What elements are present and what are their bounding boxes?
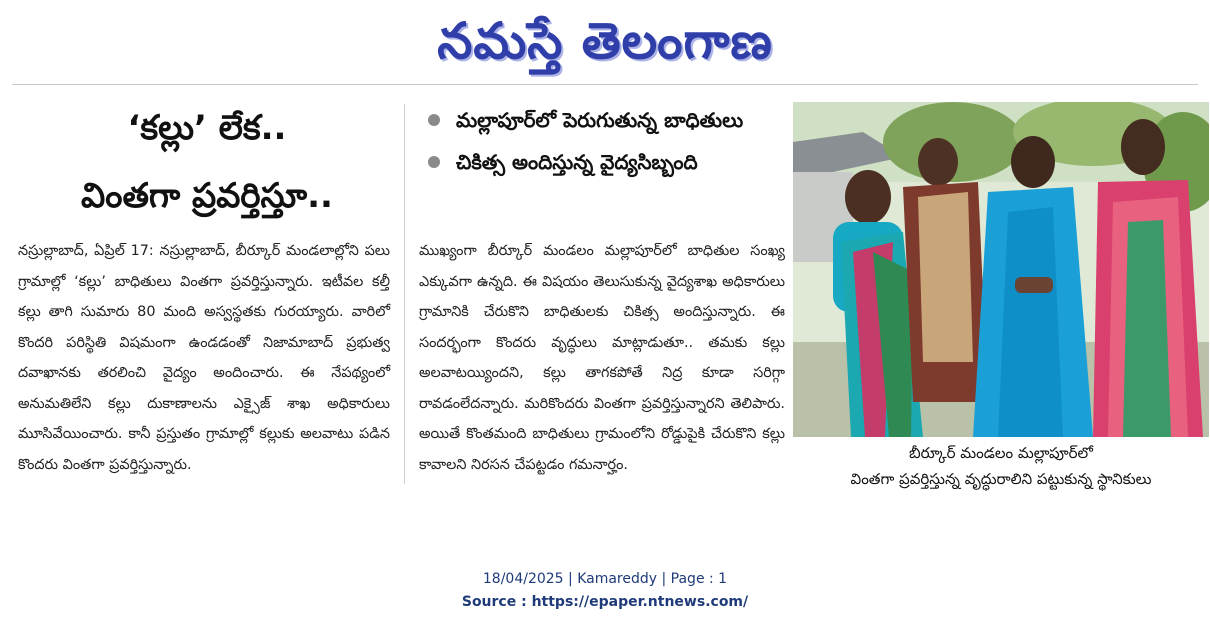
left-column-body: నస్రుల్లాబాద్, ఏప్రిల్ 17: నస్రుల్లాబాద్, బీర్కూర్ మండలాల్లోని పలు గ్రామాల్లో ‘కల్లు’ బాధితులు వింతగా ప్రవర్తిస్తున్నారు. ఇటీవల కల్తీ కల్లు తాగి సుమారు 80 మంది అస్వస్థతకు గురయ్యారు. వారిలో కొందరి పరిస్థితి విషమంగా ఉండడంతో నిజామాబాద్ ప్రభుత్వ దవాఖానకు తరలించి వైద్యం అందించారు. ఈ నేపథ్యంలో అనుమతిలేని కల్లు దుకాణాలను ఎక్సైజ్ శాఖ అధికారులు మూసివేయించారు. కానీ ప్రస్తుతం గ్రామాల్లో కల్లుకు అలవాటు పడిన కొందరు వింతగా ప్రవర్తిస్తున్నారు. [18, 243, 390, 473]
bullet-item [424, 102, 786, 138]
bullet-dot-icon [428, 114, 440, 126]
column-divider [404, 104, 405, 484]
middle-column-body: ముఖ్యంగా బీర్కూర్ మండలం మల్లాపూర్‌లో బాధితుల సంఖ్య ఎక్కువగా ఉన్నది. ఈ విషయం తెలుసుకున్న వైద్యశాఖ అధికారులు గ్రామానికి చేరుకొని బాధితులకు చికిత్స అందిస్తున్నారు. ఈ సందర్భంగా కొందరు వృద్ధులు మాట్లాడుతూ.. తమకు కల్లు అలవాటయ్యిందని, కల్లు తాగకపోతే నిద్ర కూడా సరిగ్గా రావడంలేదన్నారు. మరికొందరు వింతగా ప్రవర్తిస్తున్నారని తెలిపారు. అయితే కొంతమంది బాధితులు గ్రామంలోని రోడ్డుపైకి చేరుకొని కల్లు కావాలని నిరసన చేపట్టడం గమనార్హం. [419, 243, 785, 473]
headline-line-2: వింతగా ప్రవర్తిస్తూ.. [81, 176, 333, 216]
bullet-text: మల్లాపూర్‌లో పెరుగుతున్న బాధితులు [456, 108, 744, 132]
header-divider [12, 84, 1198, 85]
bullet-text: చికిత్స అందిస్తున్న వైద్యసిబ్బంది [456, 150, 698, 174]
footer-date-edition: 18/04/2025 | Kamareddy | Page : 1 [482, 571, 728, 587]
bullet-item [424, 144, 786, 180]
photo-caption [793, 440, 1209, 492]
photo-illustration [793, 102, 1209, 437]
news-photo [793, 102, 1209, 437]
subheading-bullets [424, 102, 786, 180]
caption-line-2: వింతగా ప్రవర్తిస్తున్న వృద్ధురాలిని పట్టుకున్న స్థానికులు [850, 470, 1152, 488]
bullet-dot-icon [428, 156, 440, 168]
footer-source: Source : https://epaper.ntnews.com/ [461, 594, 749, 610]
caption-line-1: బీర్కూర్ మండలం మల్లాపూర్‌లో [909, 444, 1093, 462]
headline-line-1: ‘కల్లు’ లేక.. [127, 108, 287, 148]
masthead-title: నమస్తే తెలంగాణ [437, 12, 773, 70]
